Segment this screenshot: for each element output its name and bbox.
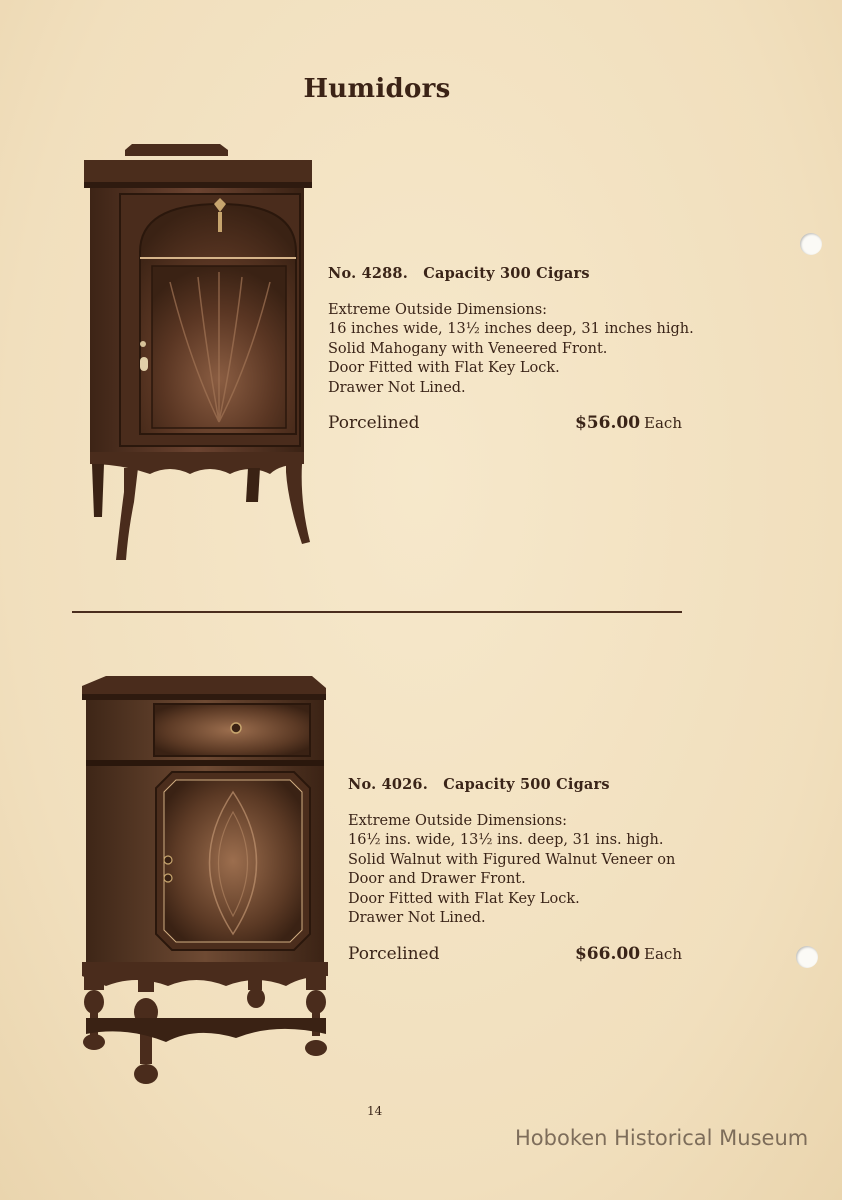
description-line: Solid Mahogany with Veneered Front. [328, 340, 608, 357]
product-description [348, 812, 682, 929]
product-capacity: Capacity 500 Cigars [443, 776, 610, 793]
humidor-4288-illustration [80, 142, 320, 562]
punch-hole-top [800, 233, 822, 255]
product-number: No. 4288. [328, 265, 408, 282]
description-line: Extreme Outside Dimensions: [328, 301, 548, 318]
page-title: Humidors [303, 74, 451, 104]
product-capacity: Capacity 300 Cigars [423, 265, 590, 282]
price-unit: Each [644, 944, 682, 963]
product-price: $66.00 [574, 943, 641, 964]
product-price: $56.00 [574, 413, 641, 433]
punch-hole-bottom [796, 946, 818, 968]
product-finish: Porcelined [348, 943, 440, 964]
product-4288 [328, 264, 694, 435]
description-line: Drawer Not Lined. [348, 910, 486, 926]
product-heading [348, 775, 682, 795]
price-row [348, 945, 682, 966]
humidor-4026-illustration [76, 672, 332, 1092]
price-unit: Each [644, 414, 682, 432]
description-line: Door Fitted with Flat Key Lock. [328, 360, 560, 376]
product-finish: Porcelined [328, 413, 420, 433]
description-line: Door and Drawer Front. [348, 871, 526, 887]
product-heading [328, 264, 682, 284]
section-divider [72, 611, 682, 613]
description-line: 16 inches wide, 13½ inches deep, 31 inches high. [328, 321, 694, 337]
product-4026 [348, 775, 682, 965]
price-row [328, 414, 682, 435]
product-description [328, 301, 694, 399]
product-number: No. 4026. [348, 776, 428, 793]
page-number: 14 [367, 1104, 383, 1118]
description-line: 16½ ins. wide, 13½ ins. deep, 31 ins. high. [348, 832, 664, 848]
description-line: Drawer Not Lined. [328, 379, 466, 396]
description-line: Extreme Outside Dimensions: [348, 812, 568, 829]
description-line: Solid Walnut with Figured Walnut Veneer on [348, 851, 676, 868]
description-line: Door Fitted with Flat Key Lock. [348, 890, 580, 907]
watermark: Hoboken Historical Museum [515, 1126, 809, 1150]
